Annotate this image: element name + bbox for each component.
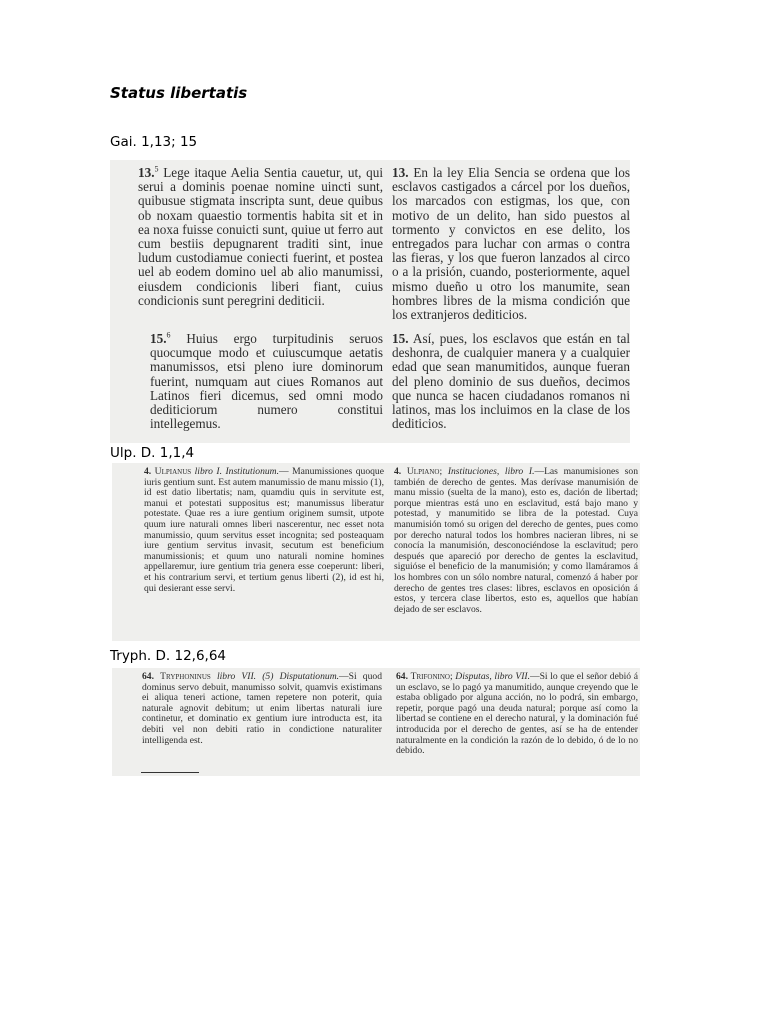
paragraph-text: —Las manumisiones son también de derecho de gentes. Mas derívase manumisión de manu missio (suelta de la mano), esto es, dación de libertad; porque mientras está uno en esclavitud, está bajo mano y potestad, y manumitido se libra de la potestad. Cuya manumisión tomó su origen del derecho de gentes, pues como por derecho natural todos los hombres nacieran libres, ni se conocía la manumisión, desconociéndose la esclavitud; pero después que apareció por derecho de gentes la esclavitud, siguióse el beneficio de la manumisión; y como llamáramos á los hombres con un sólo nombre natural, comenzó á haber por derecho de gentes tres clases: libres, esclavos en oposición á estos, y tercera clase libertos, esto es, aquellos que habían dejado de ser esclavos. xyxy=(394,466,638,615)
gaius-13-latin xyxy=(138,166,383,308)
footnote-marker: 5 xyxy=(154,164,159,174)
book-reference: Disputas, libro VII. xyxy=(455,671,530,682)
page-title: Status libertatis xyxy=(110,84,248,102)
citation-gai: Gai. 1,13; 15 xyxy=(110,134,198,150)
paragraph-number: 15. xyxy=(150,331,167,346)
book-reference: libro VII. (5) Disputationum. xyxy=(216,671,340,682)
ulpian-spanish xyxy=(394,467,638,615)
scan-tryphoninus xyxy=(112,668,640,776)
author-name: Ulpianus xyxy=(154,466,192,477)
paragraph-text: En la ley Elia Sencia se ordena que los esclavos castigados a cárcel por los dueños, los marcados con estigmas, los que, con motivo de un delito, han sido puestos al tormento y convictos en ese delito, los entregados para luchar con armas o contra las fieras, y los que fueron lanzados al circo o a la prisión, cuando, posteriormente, aquel mismo dueño u otro los manumite, sean hombres libres de la misma condición que los extranjeros dediticios. xyxy=(392,165,630,323)
paragraph-number: 13. xyxy=(392,165,409,180)
paragraph-text: Lege itaque Aelia Sentia cauetur, ut, qui serui a dominis poenae nomine uincti sunt, quibusue stigmata inscripta sunt, deue quibus ob noxam quaestio tormentis habita sit et in ea noxa fuisse conuicti sunt, quiue ut ferro aut cum bestiis depugnarent traditi sint, inue ludum custodiamue coniecti fuerint, et postea uel ab eodem domino uel ab alio manumissi, eiusdem condicionis liberi fiant, cuius condicionis sunt peregrini dediticii. xyxy=(138,165,384,308)
paragraph-number: 4. xyxy=(394,466,402,477)
scan-gaius xyxy=(110,160,630,443)
paragraph-text: Así, pues, los esclavos que están en tal deshonra, de cualquier manera y a cualquier edad que sean manumitidos, aunque fueran del pleno dominio de sus dueños, decimos que nunca se hacen ciudadanos romanos ni latinos, mas los incluimos en la clase de los dediticios. xyxy=(392,331,630,432)
footnote-marker: 6 xyxy=(166,330,171,340)
paragraph-text: Huius ergo turpitudinis seruos quocumque modo et cuiuscumque aetatis manumissos, etsi pleno iure dominorum fuerint, numquam aut ciues Romanos aut Latinos fieri dicemus, sed omni modo dediticiorum numero constitui intellegemus. xyxy=(150,331,383,432)
book-reference: Instituciones, libro I. xyxy=(447,466,535,477)
paragraph-number: 4. xyxy=(144,466,152,477)
ulpian-latin xyxy=(144,467,384,594)
scan-ulpian xyxy=(112,463,640,641)
paragraph-text: — Manumissiones quoque iuris gentium sunt. Est autem manumissio de manu missio (1), id est datio libertatis; nam, quamdiu quis in servitute est, manui et potestati suppositus est; manumissus liberatur potestate. Quae res a iure gentium originem sumsit, utpote quum iure naturali omnes liberi nascerentur, nec esset nota manumissio, quum servitus esset incognita; sed posteaquam iure gentium servitus invasit, secutum est beneficium manumissionis; et quum uno naturali nomine homines appellaremur, iure gentium tria genera esse coeperunt: liberi, et his contrarium servi, et tertium genus liberti (2), id est hi, qui desierant esse servi. xyxy=(144,466,384,594)
author-name: Ulpiano; xyxy=(406,466,443,477)
citation-ulp: Ulp. D. 1,1,4 xyxy=(110,445,195,461)
paragraph-text: —Si lo que el señor debió á un esclavo, se lo pagó ya manumitido, aunque creyendo que le estaba obligado por alguna acción, no lo podrá, sin embargo, repetir, porque pagó una deuda natural; porque así como la libertad se contiene en el derecho natural, y la dominación fué introducida por el derecho de gentes, así se ha de entender naturalmente en la condición la razón de lo debido, ó de lo no debido. xyxy=(396,671,638,757)
paragraph-number: 15. xyxy=(392,331,409,346)
author-name: Tryphoninus xyxy=(160,671,211,682)
gaius-15-latin xyxy=(150,332,383,431)
paragraph-number: 13. xyxy=(138,165,155,180)
gaius-13-spanish xyxy=(392,166,630,322)
tryphoninus-latin xyxy=(142,672,382,746)
book-reference: libro I. Institutionum. xyxy=(194,466,280,477)
paragraph-number: 64. xyxy=(396,671,408,682)
tryphoninus-spanish xyxy=(396,672,638,757)
citation-tryph: Tryph. D. 12,6,64 xyxy=(110,648,227,664)
gaius-15-spanish xyxy=(392,332,630,431)
paragraph-number: 64. xyxy=(142,671,154,682)
paragraph-text: —Si quod dominus servo debuit, manumisso solvit, quamvis existimans ei aliqua teneri actione, tamen repetere non poterit, quia naturale agnovit debitum; ut enim libertas naturali iure continetur, et dominatio ex gentium iure introducta est, ita debiti vel non debiti ratio in condictione naturaliter intelligenda est. xyxy=(142,671,382,746)
author-name: Trifonino; xyxy=(410,671,453,682)
footnote-rule xyxy=(141,772,199,773)
